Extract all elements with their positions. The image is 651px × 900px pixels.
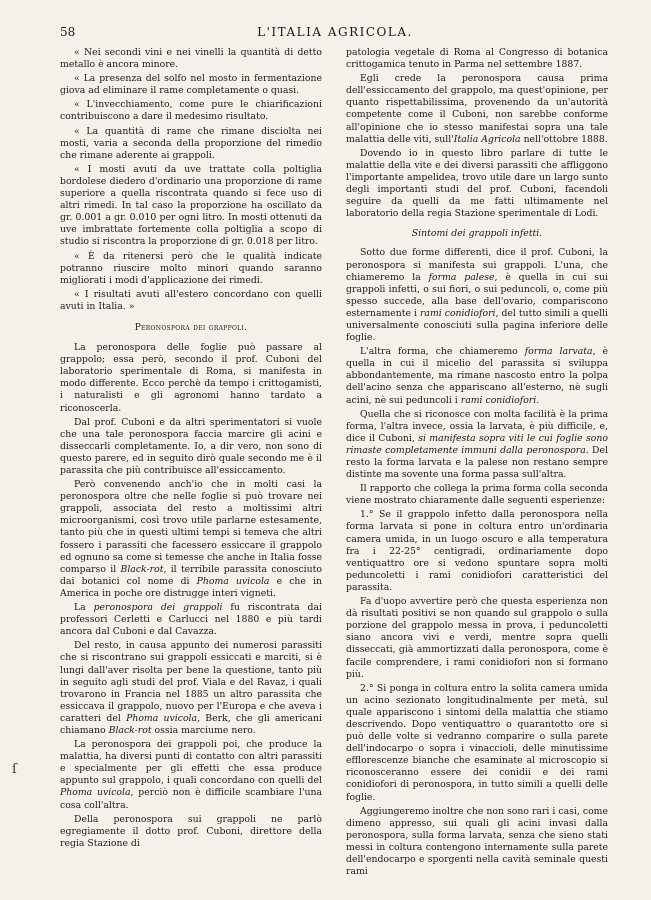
quote-paragraph: « La presenza del solfo nel mosto in fermentazione giova ad eliminare il rame completamente o quasi. xyxy=(60,73,322,97)
running-title: L'ITALIA AGRICOLA. xyxy=(257,25,413,39)
paragraph: Quella che si riconosce con molta facilità è la prima forma, l'altra invece, ossia la larvata, è più difficile, e, dice il Cuboni, si manifesta sopra viti le cui foglie sono rimaste completamente immuni dalla peronospora. Del resto la forma larvata e la palese non restano sempre distinte ma sovente una forma passa sull'altra. xyxy=(346,408,608,481)
paragraph: 2.° Si ponga in coltura entro la solita camera umida un acino sezionato longitudinalmente per metà, sul quale appariscono i sintomi della malattia che stiamo descrivendo. Dopo ventiquattro o quarantotto ore si può delle volte si vedranno comparire o sulla parete dell'indocarpo o sopra i vinaccioli, delle minutissime efflorescenze bianche che esaminate al microscopio si riconosceranno essere dei conidii e dei rami conidiofori di peronospora, in tutto simili a quelli delle foglie. xyxy=(346,682,608,803)
page-header xyxy=(60,25,610,43)
quote-paragraph: « La quantità di rame che rimane disciolta nei mosti, varia a seconda della proporzione del rimedio che rimane aderente ai grappoli. xyxy=(60,125,322,161)
section-heading: Peronospora dei grappoli. xyxy=(134,322,248,333)
quote-paragraph: « È da ritenersi però che le qualità indicate potranno riuscire molto minori quando saranno migliorati i modi d'applicazione dei rimedi. xyxy=(60,250,322,286)
paragraph: Il rapporto che collega la prima forma colla seconda viene mostrato chiaramente dalle seguenti esperienze: xyxy=(346,483,608,507)
quote-paragraph: « Nei secondi vini e nei vinelli la quantità di detto metallo è ancora minore. xyxy=(60,47,322,71)
paragraph: Della peronospora sui grappoli ne parlò egregiamente il dotto prof. Cuboni, direttore della regia Stazione di xyxy=(60,813,322,849)
quote-paragraph: « L'invecchiamento, come pure le chiarificazioni contribuiscono a dare il medesimo risultato. xyxy=(60,99,322,123)
margin-mark: ſ xyxy=(12,762,17,777)
paragraph: 1.° Se il grappolo infetto dalla peronospora nella forma larvata si pone in coltura entro un'ordinaria camera umida, in un luogo oscuro e alla temperatura fra i 22-25° centigradi, ordinariamente dopo ventiquattro ore si vedono spuntare sopra molti peduncoletti i rami conidiofori caratteristici del parassita. xyxy=(346,509,608,593)
page-number: 58 xyxy=(60,25,76,39)
paragraph: patologia vegetale di Roma al Congresso di botanica crittogamica tenuto in Parma nel settembre 1887. xyxy=(346,47,608,71)
paragraph: La peronospora dei grappoli fu riscontrata dai professori Cerletti e Carlucci nel 1880 e più tardi ancora dal Cuboni e dal Cavazza. xyxy=(60,602,322,638)
subsection-heading: Sintomi dei grappoli infetti. xyxy=(411,228,543,240)
paragraph: Sotto due forme differenti, dice il prof. Cuboni, la peronospora si manifesta sui grappoli. L'una, che chiameremo la forma palese, è quella in cui sui grappoli infetti, o sui fiori, o sui peduncoli, o, come più spesso succede, alla base dell'ovario, compariscono esternamente i rami conidiofori, del tutto simili a quelli universalmente conosciuti sulla pagina inferiore delle foglie. xyxy=(346,247,608,344)
right-column xyxy=(346,47,608,892)
paragraph: Egli crede la peronospora causa prima dell'essiccamento del grappolo, ma quest'opinione, per quanto rispettabilissima, provenendo da un'autorità competente come il Cuboni, non sarebbe conforme all'opinione che io stesso manifestai sopra una tale malattia delle viti, sull'Italia Agricola nell'ottobre 1888. xyxy=(346,73,608,145)
quote-paragraph: « I risultati avuti all'estero concordano con quelli avuti in Italia. » xyxy=(60,288,322,312)
paragraph: Però convenendo anch'io che in molti casi la peronospora oltre che nelle foglie si può trovare nei grappoli, associata del resto a moltissimi altri microorganismi, così trovo utile parlarne estesamente, tanto più che in questi ultimi tempi si temeva che altri fossero i parassiti che facessero essiccare il grappolo ed ognuno sa come si temesse che anche in Italia fosse comparso il Black-rot, il terribile parassita conosciuto dai botanici col nome di Phoma uvicola e che in America in poche ore distrugge interi vigneti. xyxy=(60,479,322,599)
left-column xyxy=(60,47,322,892)
paragraph: Fa d'uopo avvertire però che questa esperienza non dà risultati positivi se non quando sul grappolo o sulla porzione del grappolo messa in prova, i peduncoletti siano ancora vivi e verdi, mentre sopra quelli disseccati, già ammortizzati dalla peronospora, come è facile comprendere, i rami conidiofori non si formano più. xyxy=(346,596,608,680)
paragraph: Dal prof. Cuboni e da altri sperimentatori si vuole che una tale peronospora faccia marcire gli acini e disseccarli completamente. Io, a dir vero, non sono di questo parere, ed in seguito dirò quale secondo me è il parassita che più contribuisce all'essiccamento. xyxy=(60,416,322,476)
paragraph: Dovendo io in questo libro parlare di tutte le malattie della vite e dei diversi parassiti che affliggono l'importante ampelidea, trovo utile dare un largo sunto degli importanti studi del prof. Cuboni, facendoli seguire da quelli da me fatti ultimamente nel laboratorio della regia Stazione sperimentale di Lodi. xyxy=(346,147,608,220)
paragraph: La peronospora delle foglie può passare al grappolo; essa però, secondo il prof. Cuboni del laboratorio sperimentale di Roma, si manifesta in modo differente. Ecco perchè da tempo i crittogamisti, i naturalisti e gli agronomi hanno tardato a riconoscerla. xyxy=(60,342,322,414)
paragraph: Del resto, in causa appunto dei numerosi parassiti che si riscontrano sui grappoli essiccati e marciti, si è lungi dall'aver risolta per bene la questione, tanto più in seguito agli studi del prof. Viala e del Ravaz, i quali trovarono in Francia nel 1885 un altro parassita che essiccava il grappolo, nuovo per l'Europa e che aveva i caratteri del Phoma uvicola, Berk, che gli americani chiamano Black-rot ossia marciume nero. xyxy=(60,640,322,736)
paragraph: L'altra forma, che chiameremo forma larvata, è quella in cui il micelio del parassita si sviluppa abbondantemente, ma rimane nascosto entro la polpa dell'acino senza che appariscano all'esterno, nè sugli acini, nè sui peduncoli i rami conidiofori. xyxy=(346,346,608,406)
paragraph: La peronospora dei grappoli poi, che produce la malattia, ha diversi punti di contatto con altri parassiti e specialmente per gli effetti che essa produce appunto sul grappolo, i quali concordano con quelli del Phoma uvicola, perciò non è difficile scambiare l'una cosa coll'altra. xyxy=(60,739,322,811)
paragraph: Aggiungeremo inoltre che non sono rari i casi, come dimeno appresso, sui quali gli acini invasi dalla peronospora, sulla forma larvata, senza che sieno stati messi in coltura contengono internamente sulla parete dell'endocarpo e sporgenti nella cavità seminale questi rami xyxy=(346,805,608,878)
quote-paragraph: « I mosti avuti da uve trattate colla poltiglia bordolese diedero d'ordinario una proporzione di rame superiore a quella riscontrata quando si fece uso di altri rimedi. In tal caso la proporzione ha oscillato da gr. 0.001 a gr. 0.010 per ogni litro. In mosti ottenuti da uve imbrattate fortemente colla poltiglia a scopo di studio si riscontra la proporzione di gr. 0.018 per litro. xyxy=(60,163,322,248)
